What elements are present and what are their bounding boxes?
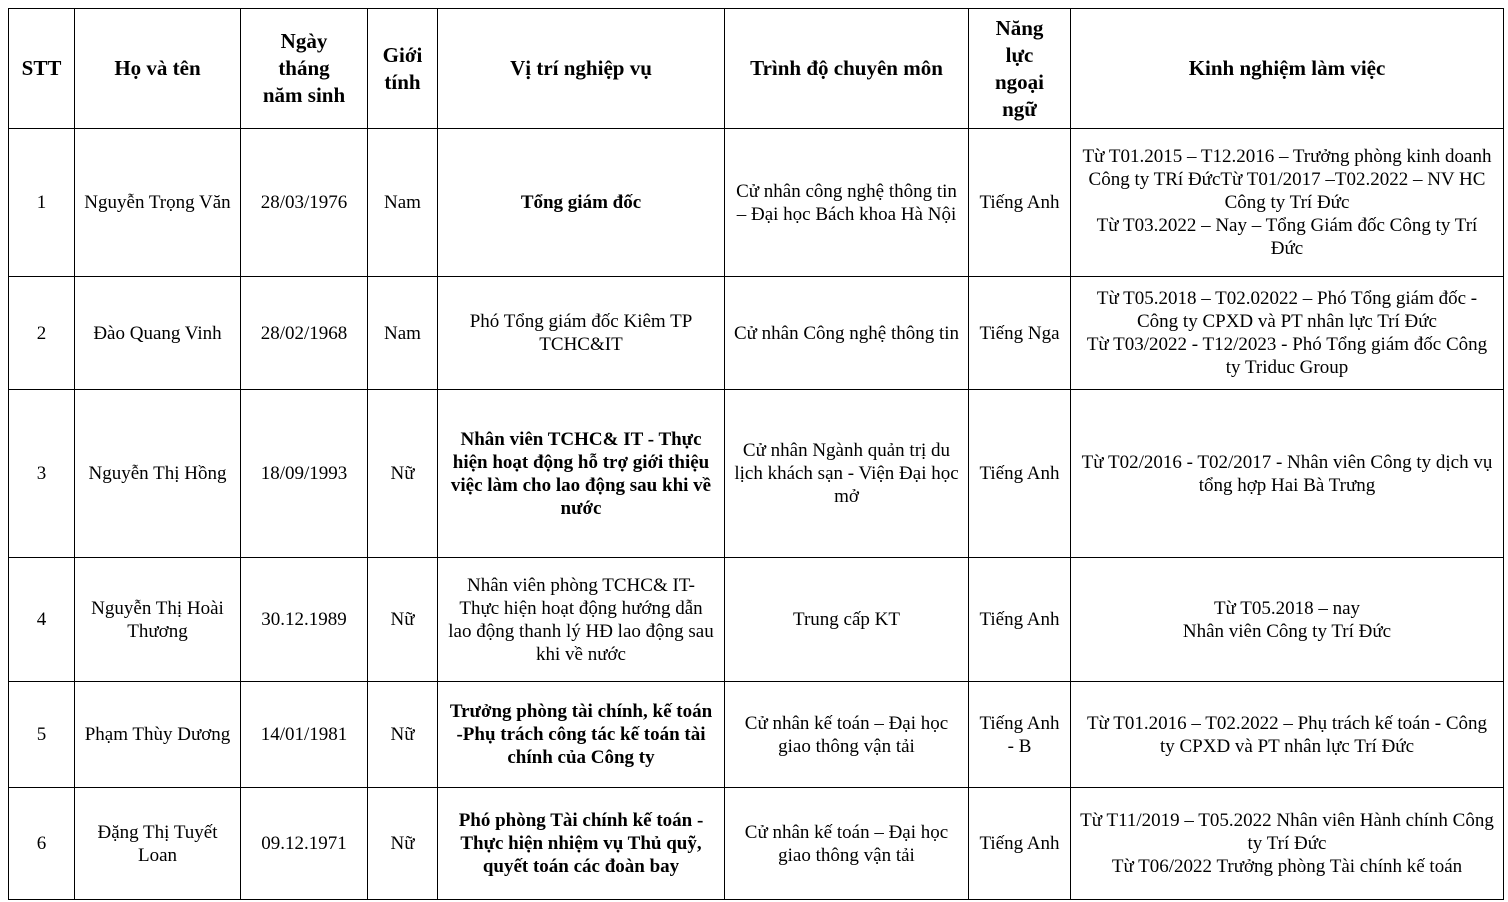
table-row	[9, 129, 1504, 277]
cell-name: Nguyễn Thị Hồng	[75, 390, 241, 558]
cell-stt: 4	[9, 558, 75, 682]
cell-qualification: Cử nhân kế toán – Đại học giao thông vận tải	[725, 682, 969, 788]
header-dob-line: Ngày	[280, 29, 328, 53]
cell-position: Nhân viên phòng TCHC& IT- Thực hiện hoạt động hướng dẫn lao động thanh lý HĐ lao động sau khi về nước	[438, 558, 725, 682]
cell-language: Tiếng Anh	[969, 129, 1071, 277]
cell-stt: 5	[9, 682, 75, 788]
header-gender-line: tính	[384, 69, 421, 94]
experience-line: Từ T06/2022 Trưởng phòng Tài chính kế toán	[1111, 856, 1463, 877]
experience-line: Từ T03/2022 - T12/2023 - Phó Tổng giám đốc Công ty Triduc Group	[1086, 334, 1488, 378]
experience-line: Từ T01.2015 – T12.2016 – Trưởng phòng kinh doanh Công ty TRí ĐứcTừ T01/2017 –T02.2022 – NV HC Công ty Trí Đức	[1082, 146, 1492, 213]
experience-line: Từ T01.2016 – T02.2022 – Phụ trách kế toán - Công ty CPXD và PT nhân lực Trí Đức	[1086, 712, 1488, 757]
table-row	[9, 558, 1504, 682]
cell-experience	[1071, 682, 1504, 788]
header-language-line: ngữ	[1002, 96, 1037, 121]
cell-stt: 6	[9, 788, 75, 900]
table-row	[9, 682, 1504, 788]
cell-name: Phạm Thùy Dương	[75, 682, 241, 788]
cell-gender: Nam	[368, 129, 438, 277]
cell-language: Tiếng Anh	[969, 788, 1071, 900]
cell-name: Nguyễn Thị Hoài Thương	[75, 558, 241, 682]
cell-gender: Nữ	[368, 682, 438, 788]
header-position: Vị trí nghiệp vụ	[438, 9, 725, 129]
header-language-line: ngoại	[994, 69, 1044, 94]
cell-name: Đặng Thị Tuyết Loan	[75, 788, 241, 900]
header-language-line: lực	[1005, 42, 1034, 67]
cell-experience	[1071, 390, 1504, 558]
header-language	[969, 9, 1071, 129]
header-name: Họ và tên	[75, 9, 241, 129]
cell-gender: Nữ	[368, 788, 438, 900]
cell-dob: 30.12.1989	[241, 558, 368, 682]
header-dob	[241, 9, 368, 129]
header-dob-line: tháng	[278, 56, 330, 80]
header-gender-line: Giới	[382, 42, 423, 67]
cell-language: Tiếng Anh	[969, 558, 1071, 682]
header-experience: Kinh nghiệm làm việc	[1071, 9, 1504, 129]
header-gender	[368, 9, 438, 129]
cell-qualification: Cử nhân kế toán – Đại học giao thông vận tải	[725, 788, 969, 900]
cell-position: Phó Tổng giám đốc Kiêm TP TCHC&IT	[438, 277, 725, 390]
cell-qualification: Cử nhân công nghệ thông tin – Đại học Bách khoa Hà Nội	[725, 129, 969, 277]
header-language-line: Năng	[995, 15, 1044, 40]
cell-dob: 28/03/1976	[241, 129, 368, 277]
cell-qualification: Cử nhân Ngành quản trị du lịch khách sạn - Viện Đại học mở	[725, 390, 969, 558]
cell-gender: Nữ	[368, 558, 438, 682]
table-row	[9, 390, 1504, 558]
cell-language: Tiếng Nga	[969, 277, 1071, 390]
experience-line: Từ T02/2016 - T02/2017 - Nhân viên Công ty dịch vụ tổng hợp Hai Bà Trưng	[1081, 451, 1493, 496]
cell-position: Nhân viên TCHC& IT - Thực hiện hoạt động hỗ trợ giới thiệu việc làm cho lao động sau khi về nước	[438, 390, 725, 558]
header-qualification: Trình độ chuyên môn	[725, 9, 969, 129]
cell-name: Đào Quang Vinh	[75, 277, 241, 390]
header-stt: STT	[9, 9, 75, 129]
cell-dob: 09.12.1971	[241, 788, 368, 900]
cell-stt: 1	[9, 129, 75, 277]
cell-experience	[1071, 558, 1504, 682]
table-row	[9, 277, 1504, 390]
cell-position: Trưởng phòng tài chính, kế toán -Phụ trách công tác kế toán tài chính của Công ty	[438, 682, 725, 788]
cell-stt: 2	[9, 277, 75, 390]
cell-position: Tổng giám đốc	[438, 129, 725, 277]
cell-gender: Nữ	[368, 390, 438, 558]
table-row	[9, 788, 1504, 900]
cell-dob: 18/09/1993	[241, 390, 368, 558]
staff-table	[8, 8, 1504, 900]
cell-stt: 3	[9, 390, 75, 558]
header-dob-line: năm sinh	[262, 83, 346, 107]
cell-dob: 14/01/1981	[241, 682, 368, 788]
experience-line: Từ T05.2018 – nay	[1213, 597, 1361, 619]
cell-gender: Nam	[368, 277, 438, 390]
cell-language: Tiếng Anh - B	[969, 682, 1071, 788]
cell-experience	[1071, 788, 1504, 900]
experience-line: Từ T03.2022 – Nay – Tổng Giám đốc Công ty Trí Đức	[1096, 215, 1478, 259]
cell-qualification: Cử nhân Công nghệ thông tin	[725, 277, 969, 390]
cell-qualification: Trung cấp KT	[725, 558, 969, 682]
cell-name: Nguyễn Trọng Văn	[75, 129, 241, 277]
cell-experience	[1071, 277, 1504, 390]
experience-line: Nhân viên Công ty Trí Đức	[1182, 620, 1392, 642]
cell-experience	[1071, 129, 1504, 277]
experience-line: Từ T05.2018 – T02.02022 – Phó Tổng giám đốc - Công ty CPXD và PT nhân lực Trí Đức	[1096, 288, 1478, 332]
table-header-row	[9, 9, 1504, 129]
cell-dob: 28/02/1968	[241, 277, 368, 390]
cell-language: Tiếng Anh	[969, 390, 1071, 558]
experience-line: Từ T11/2019 – T05.2022 Nhân viên Hành chính Công ty Trí Đức	[1080, 810, 1494, 854]
cell-position: Phó phòng Tài chính kế toán - Thực hiện nhiệm vụ Thủ quỹ, quyết toán các đoàn bay	[438, 788, 725, 900]
